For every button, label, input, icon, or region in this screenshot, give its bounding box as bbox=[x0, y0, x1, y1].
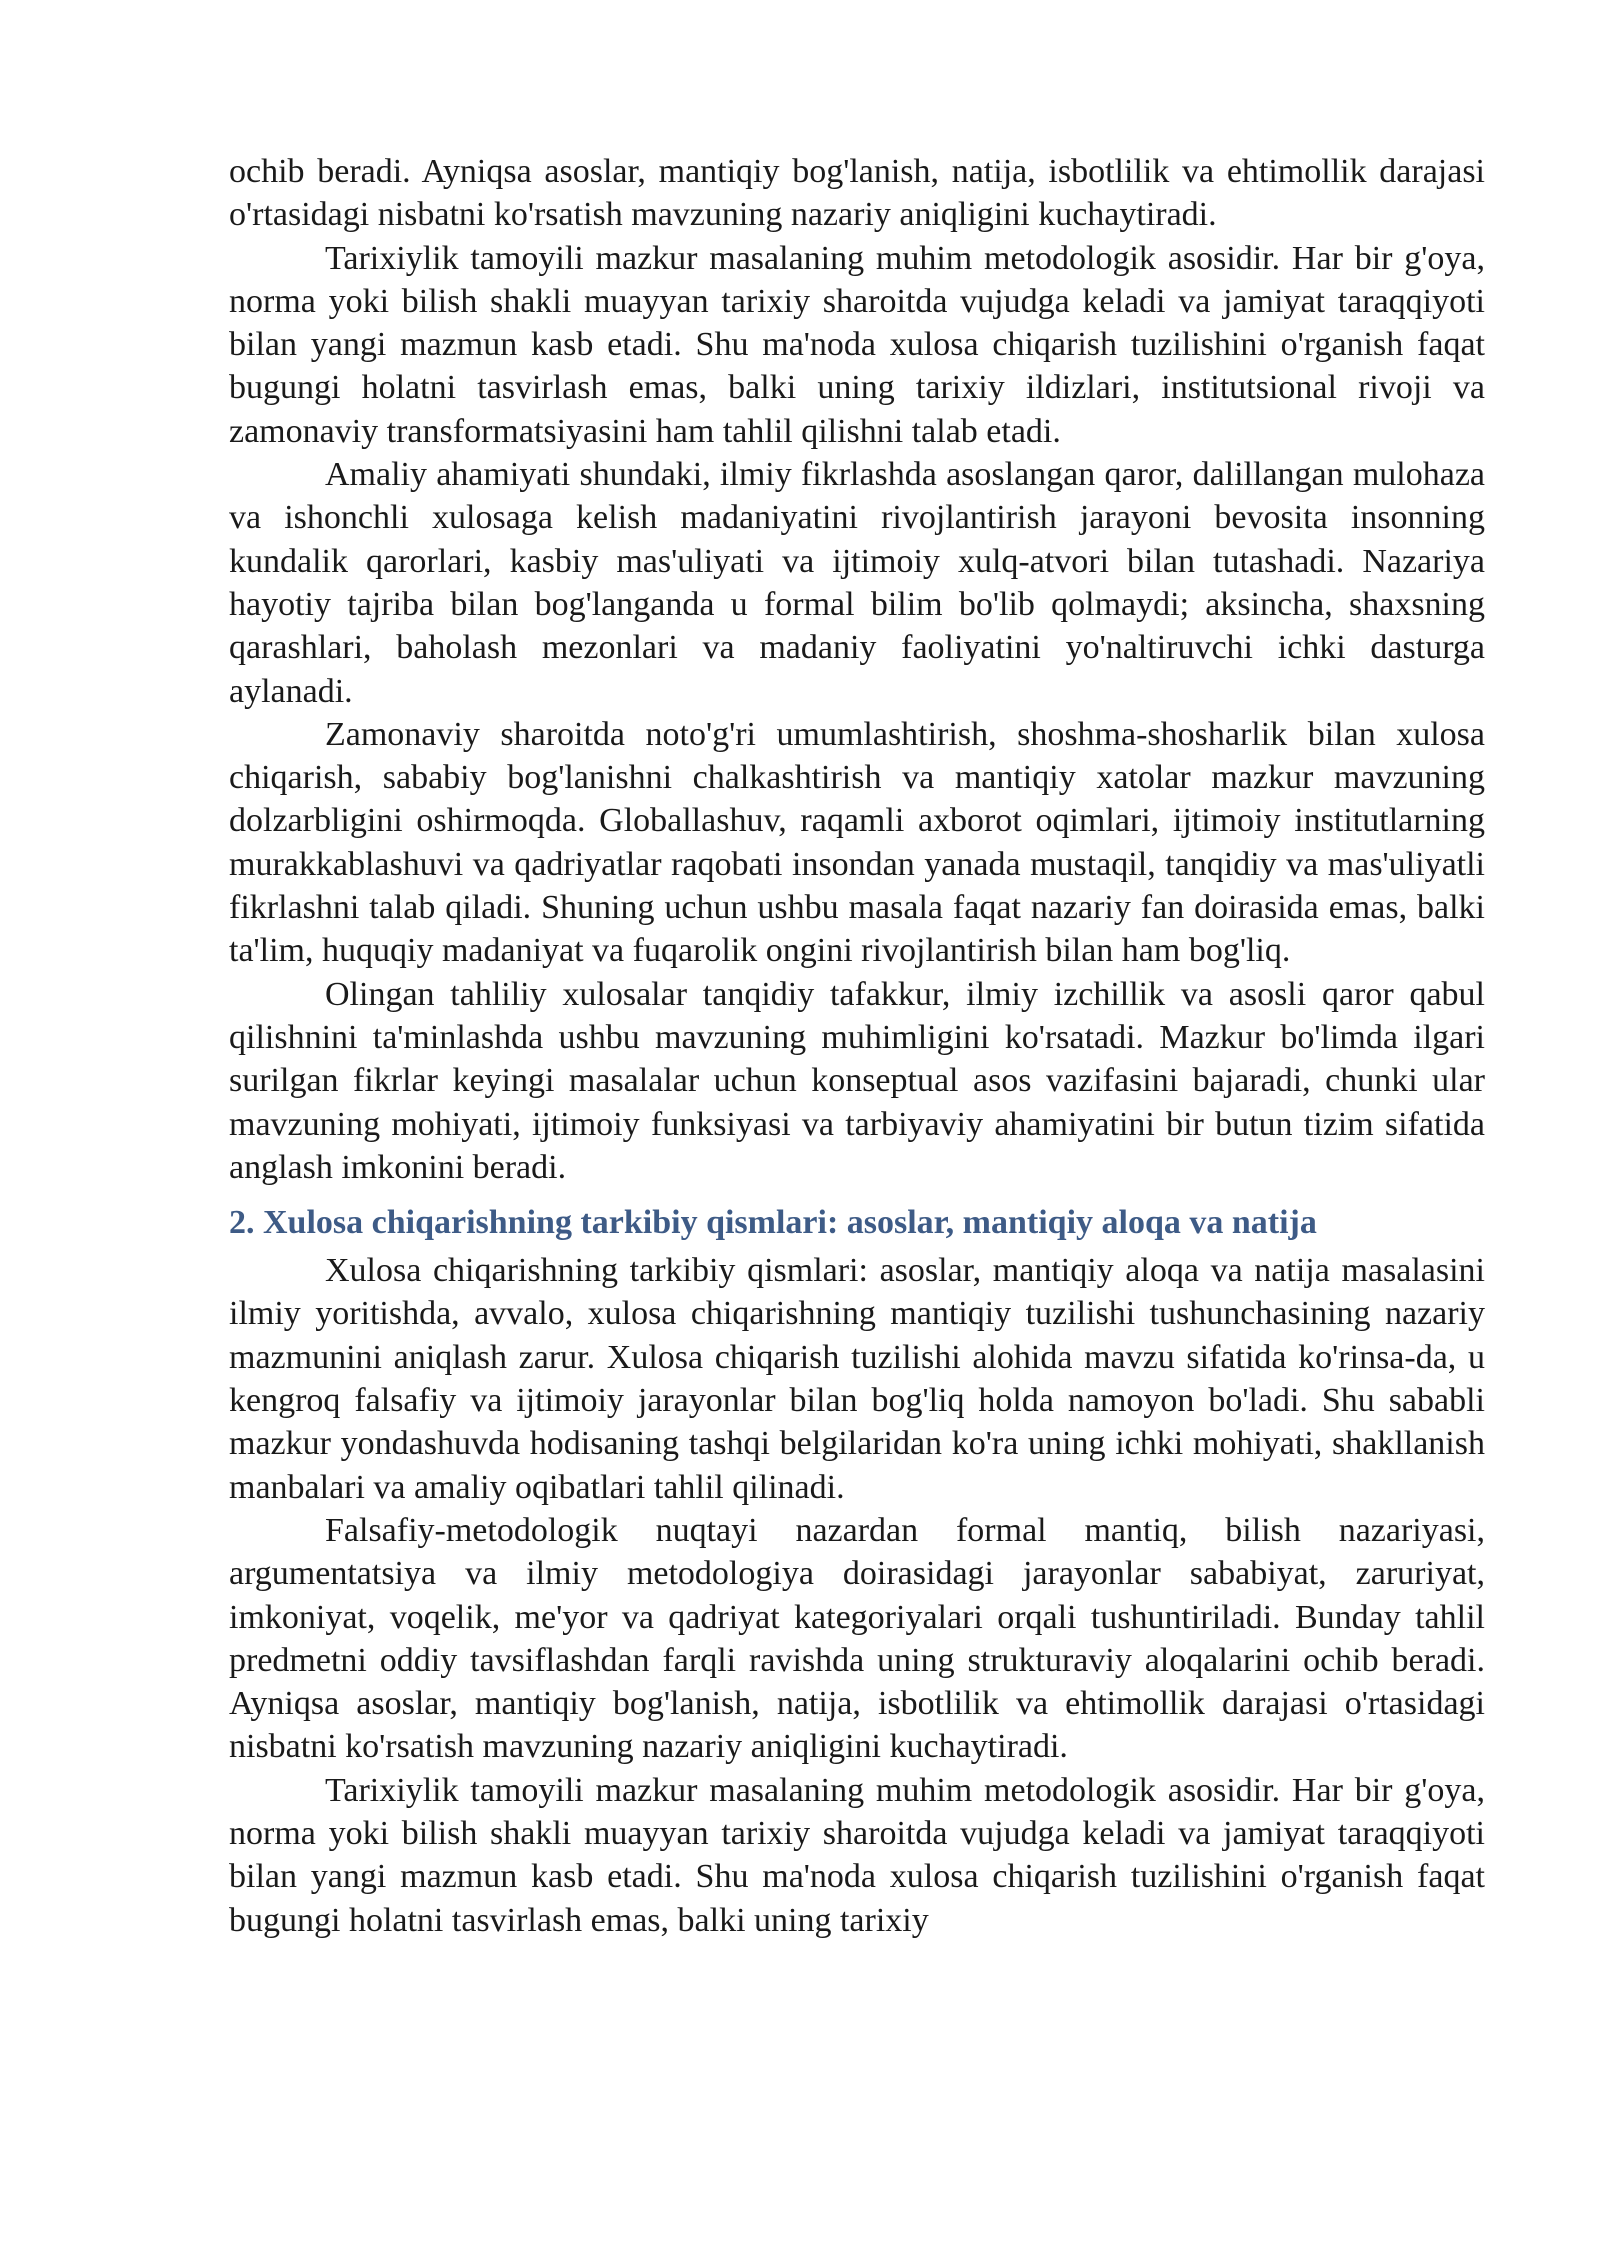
paragraph-7: Falsafiy-metodologik nuqtayi nazardan formal mantiq, bilish nazariyasi, argumentatsiya va ilmiy metodologiya doirasidagi jarayonlar sababiyat, zaruriyat, imkoniyat, voqelik, me'yor va qadriyat kategoriyalari orqali tushuntiriladi. Bunday tahlil predmetni oddiy tavsiflashdan farqli ravishda uning strukturaviy aloqalarini ochib beradi. Ayniqsa asoslar, mantiqiy bog'lanish, natija, isbotlilik va ehtimollik darajasi o'rtasidagi nisbatni ko'rsatish mavzuning nazariy aniqligini kuchaytiradi. bbox=[229, 1511, 1485, 1766]
paragraph-1: ochib beradi. Ayniqsa asoslar, mantiqiy bog'lanish, natija, isbotlilik va ehtimollik darajasi o'rtasidagi nisbatni ko'rsatish mavzuning nazariy aniqligini kuchaytiradi. bbox=[229, 153, 1485, 234]
paragraph-8: Tarixiylik tamoyili mazkur masalaning muhim metodologik asosidir. Har bir g'oya, norma yoki bilish shakli muayyan tarixiy sharoitda vujudga keladi va jamiyat taraqqiyoti bilan yangi mazmun kasb etadi. Shu ma'noda xulosa chiqarish tuzilishini o'rganish faqat bugungi holatni tasvirlash emas, balki uning tarixiy bbox=[229, 1771, 1485, 1939]
paragraph-5: Olingan tahliliy xulosalar tanqidiy tafakkur, ilmiy izchillik va asosli qaror qabul qilishnini ta'minlashda ushbu mavzuning muhimligini ko'rsatadi. Mazkur bo'limda ilgari surilgan fikrlar keyingi masalalar uchun konseptual asos vazifasini bajaradi, chunki ular mavzuning mohiyati, ijtimoiy funksiyasi va tarbiyaviy ahamiyatini bir butun tizim sifatida anglash imkonini beradi. bbox=[229, 975, 1485, 1186]
paragraph-3: Amaliy ahamiyati shundaki, ilmiy fikrlashda asoslangan qaror, dalillangan mulohaza va ishonchli xulosaga kelish madaniyatini rivojlantirish jarayoni bevosita insonning kundalik qarorlari, kasbiy mas'uliyati va ijtimoiy xulq-atvori bilan tutashadi. Nazariya hayotiy tajriba bilan bog'langanda u formal bilim bo'lib qolmaydi; aksincha, shaxsning qarashlari, baholash mezonlari va madaniy faoliyatini yo'naltiruvchi ichki dasturga aylanadi. bbox=[229, 456, 1485, 710]
section-heading: 2. Xulosa chiqarishning tarkibiy qismlari: asoslar, mantiqiy aloqa va natija bbox=[229, 1204, 1317, 1242]
paragraph-6: Xulosa chiqarishning tarkibiy qismlari: asoslar, mantiqiy aloqa va natija masalasini ilmiy yoritishda, avvalo, xulosa chiqarishning mantiqiy tuzilishi tushunchasining nazariy mazmunini aniqlash zarur. Xulosa chiqarish tuzilishi alohida mavzu sifatida ko'rinsa-da, u kengroq falsafiy va ijtimoiy jarayonlar bilan bog'liq holda namoyon bo'ladi. Shu sababli mazkur yondashuvda hodisaning tashqi belgilaridan ko'ra uning ichki mohiyati, shakllanish manbalari va amaliy oqibatlari tahlil qilinadi. bbox=[229, 1252, 1485, 1506]
document-page bbox=[229, 150, 1485, 1942]
paragraph-4: Zamonaviy sharoitda noto'g'ri umumlashtirish, shoshma-shosharlik bilan xulosa chiqarish, sababiy bog'lanishni chalkashtirish va mantiqiy xatolar mazkur mavzuning dolzarbligini oshirmoqda. Globallashuv, raqamli axborot oqimlari, ijtimoiy institutlarning murakkablashuvi va qadriyatlar raqobati insondan yanada mustaqil, tanqidiy va mas'uliyatli fikrlashni talab qiladi. Shuning uchun ushbu masala faqat nazariy fan doirasida emas, balki ta'lim, huquqiy madaniyat va fuqarolik ongini rivojlantirish bilan ham bog'liq. bbox=[229, 715, 1485, 970]
paragraph-2: Tarixiylik tamoyili mazkur masalaning muhim metodologik asosidir. Har bir g'oya, norma yoki bilish shakli muayyan tarixiy sharoitda vujudga keladi va jamiyat taraqqiyoti bilan yangi mazmun kasb etadi. Shu ma'noda xulosa chiqarish tuzilishini o'rganish faqat bugungi holatni tasvirlash emas, balki uning tarixiy ildizlari, institutsional rivoji va zamonaviy transformatsiyasini ham tahlil qilishni talab etadi. bbox=[229, 239, 1485, 450]
